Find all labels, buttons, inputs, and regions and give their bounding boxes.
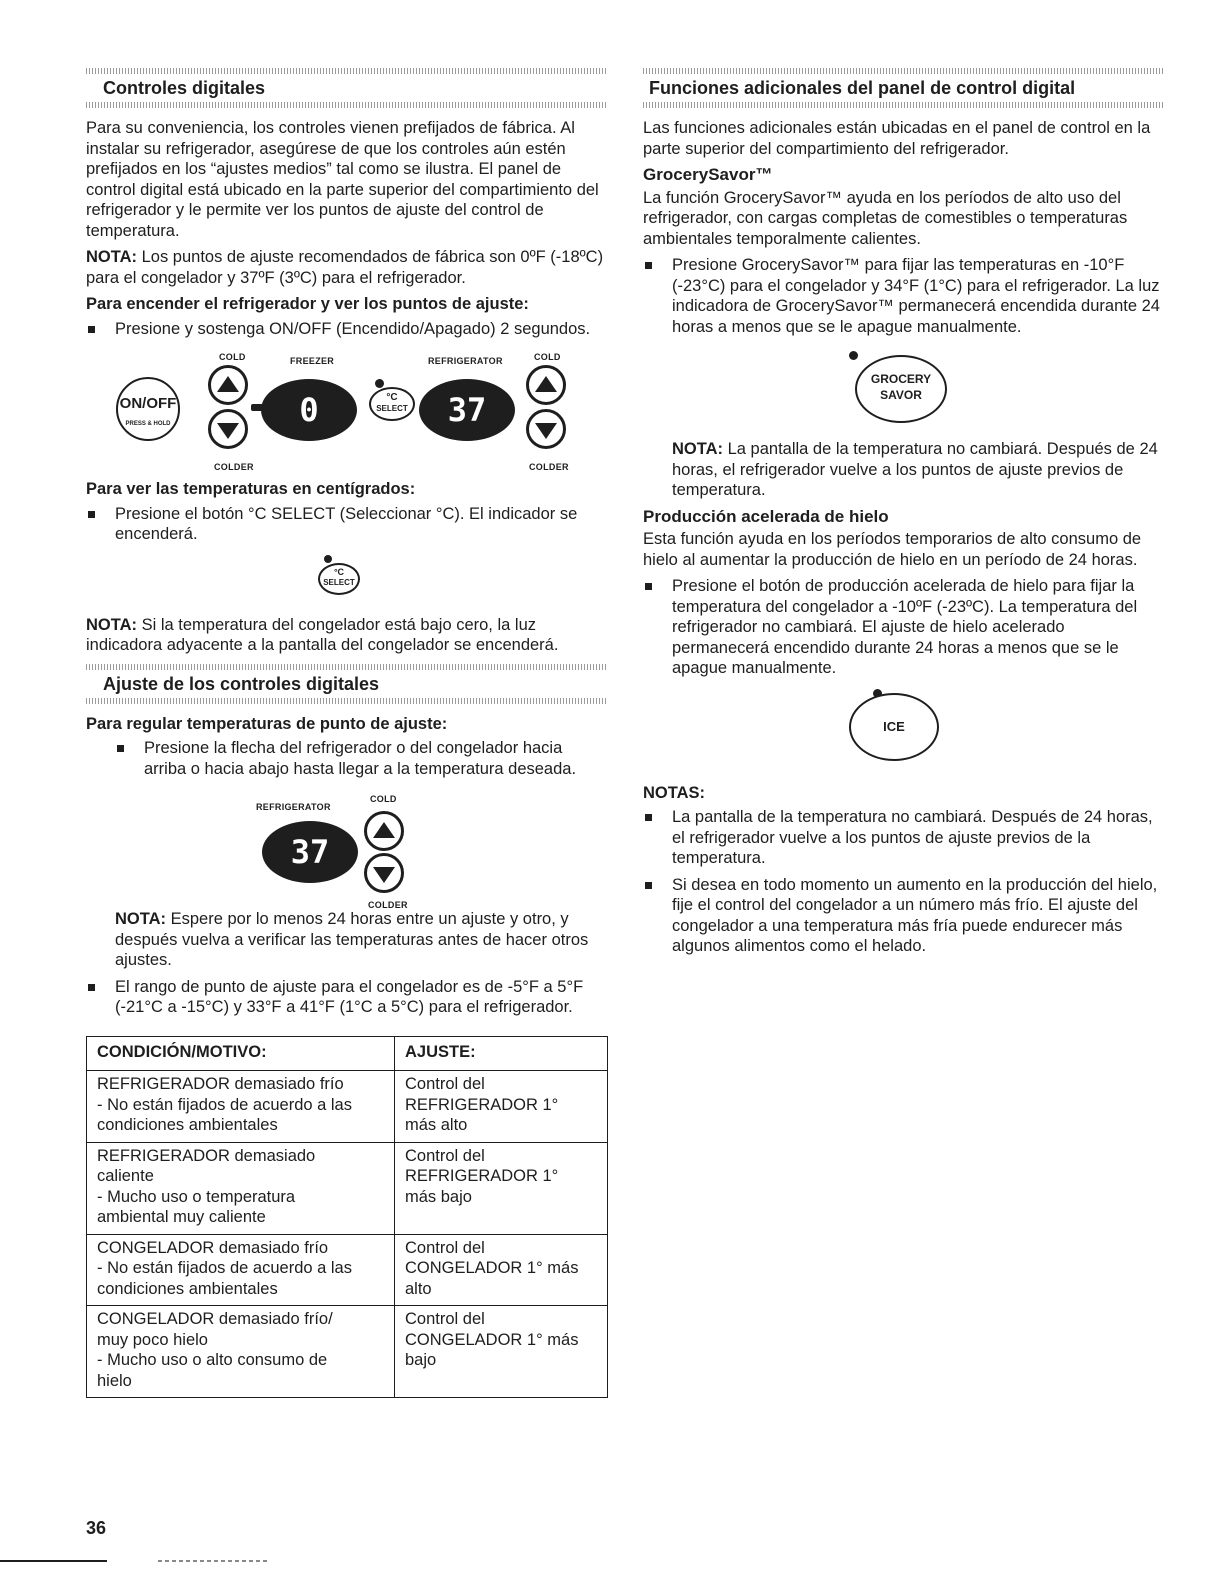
bullet-adjust: Presione la flecha del refrigerador o del congelador hacia arriba o hacia abajo hasta llegar a la temperatura deseada. bbox=[115, 738, 608, 779]
subheading-adjust: Para regular temperaturas de punto de ajuste: bbox=[86, 714, 448, 733]
section-header-ajuste bbox=[86, 664, 608, 704]
table-cell-condition: CONGELADOR demasiado frío - No están fijados de acuerdo a las condiciones ambientales bbox=[87, 1234, 395, 1306]
bullet-celsius: Presione el botón °C SELECT (Seleccionar °C). El indicador se encenderá. bbox=[86, 504, 608, 545]
note-paragraph bbox=[86, 247, 608, 288]
ice-button-label: ICE bbox=[883, 718, 905, 734]
notes-bullet-2: Si desea en todo momento un aumento en la producción del hielo, fije el control del congelador a un número más frío. El ajuste del congelador a una temperatura más fría puede endurecer más algunos alimentos como el helado. bbox=[643, 875, 1163, 957]
table-cell-condition: REFRIGERADOR demasiado frío - No están fijados de acuerdo a las condiciones ambientales bbox=[87, 1071, 395, 1143]
footer-dash-rule bbox=[158, 1560, 270, 1562]
grocerysavor-bullet: Presione GrocerySavor™ para fijar las temperaturas en -10°F (-23°C) para el congelador y 34°F (1°C) para el refrigerador. La luz indicadora de GrocerySavor™ permanecerá encendida durante 24 horas a menos que se le apague manualmente. bbox=[643, 255, 1163, 337]
adjust-indented-block bbox=[86, 738, 608, 779]
ice-button-figure bbox=[643, 685, 1163, 771]
freezer-temperature-display bbox=[261, 379, 357, 441]
note2-text: Si la temperatura del congelador está bajo cero, la luz indicadora adyacente a la pantalla del congelador se encenderá. bbox=[86, 615, 559, 654]
note3-label: NOTA: bbox=[115, 910, 167, 928]
celsius-select-button[interactable] bbox=[369, 387, 415, 421]
footer-rule bbox=[0, 1560, 107, 1562]
celsius-symbol: °C bbox=[386, 392, 398, 403]
table-cell-adjust: Control del REFRIGERADOR 1° más bajo bbox=[395, 1142, 608, 1234]
ice-text: Esta función ayuda en los períodos temporarios de alto consumo de hielo al aumentar la producción de hielo en un período de 24 horas. bbox=[643, 530, 1142, 569]
celsius-indicator-light bbox=[375, 379, 384, 388]
celsius-indicator-light-small bbox=[324, 555, 332, 563]
celsius-select-button-small[interactable] bbox=[318, 563, 360, 595]
ice-heading: Producción acelerada de hielo bbox=[643, 506, 889, 526]
table-cell-adjust: Control del REFRIGERADOR 1° más alto bbox=[395, 1071, 608, 1143]
celsius-button-figure bbox=[86, 551, 608, 609]
table-header-row bbox=[87, 1036, 608, 1071]
table-cell-adjust: Control del CONGELADOR 1° más bajo bbox=[395, 1306, 608, 1398]
ice-bullet: Presione el botón de producción acelerada de hielo para fijar la temperatura del congelador a -10ºF (-23ºC). La temperatura del refrigerador no cambiará. El ajuste de hielo acelerado permanecerá encendido durante 24 horas a menos que se le apague manualmente. bbox=[643, 576, 1163, 679]
table-header-adjust: AJUSTE: bbox=[395, 1036, 608, 1071]
table-row bbox=[87, 1234, 608, 1306]
ice-button[interactable] bbox=[849, 693, 939, 761]
freezer-display-value: 0 bbox=[299, 391, 319, 429]
notes-bullet-1: La pantalla de la temperatura no cambiará. Después de 24 horas, el refrigerador vuelve a los puntos de ajuste previos de la temperatura. bbox=[643, 807, 1163, 869]
on-off-label: ON/OFF bbox=[119, 395, 177, 412]
grocerysavor-button-figure bbox=[643, 343, 1163, 433]
subheading-turn-on: Para encender el refrigerador y ver los puntos de ajuste: bbox=[86, 295, 529, 313]
fig-refrigerator-display bbox=[262, 821, 358, 883]
notes-heading: NOTAS: bbox=[643, 783, 706, 802]
functions-intro: Las funciones adicionales están ubicadas en el panel de control en la parte superior del compartimiento del refrigerador. bbox=[643, 119, 1151, 158]
cold-label-fridge: COLD bbox=[534, 352, 561, 362]
table-cell-adjust: Control del CONGELADOR 1° más alto bbox=[395, 1234, 608, 1306]
control-panel-figure bbox=[86, 345, 608, 473]
grocerysavor-button-line1: GROCERY bbox=[870, 372, 932, 386]
grocerysavor-button-line2: SAVOR bbox=[880, 388, 922, 402]
freezer-down-arrow-button[interactable] bbox=[208, 409, 248, 449]
note-freezer-below-zero bbox=[86, 615, 608, 656]
freezer-label: FREEZER bbox=[290, 356, 335, 366]
grocerysavor-note bbox=[643, 439, 1163, 501]
right-column bbox=[643, 68, 1163, 963]
fig-display-value: 37 bbox=[290, 833, 330, 871]
note-text: Los puntos de ajuste recomendados de fábrica son 0ºF (-18ºC) para el congelador y 37ºF (3ºC) para el refrigerador. bbox=[86, 248, 604, 287]
grocerysavor-heading: GrocerySavor™ bbox=[643, 165, 773, 184]
table-cell-condition: REFRIGERADOR demasiado caliente - Mucho uso o temperatura ambiental muy caliente bbox=[87, 1142, 395, 1234]
press-hold-label: PRESS & HOLD bbox=[125, 421, 171, 427]
fig-colder-label: COLDER bbox=[368, 900, 408, 910]
left-column bbox=[86, 68, 608, 1398]
bullet-turn-on: Presione y sostenga ON/OFF (Encendido/Apagado) 2 segundos. bbox=[86, 319, 608, 340]
note2-label: NOTA: bbox=[86, 615, 138, 634]
select-label-small: SELECT bbox=[323, 577, 355, 587]
refrigerator-control-figure bbox=[86, 785, 608, 910]
colder-label-fridge: COLDER bbox=[529, 462, 569, 472]
note3-text: Espere por lo menos 24 horas entre un ajuste y otro, y después vuelva a verificar las temperaturas antes de hacer otros ajustes. bbox=[115, 910, 589, 969]
refrigerator-display-value: 37 bbox=[447, 391, 487, 429]
fig-refrigerator-label: REFRIGERATOR bbox=[256, 802, 331, 812]
table-row bbox=[87, 1071, 608, 1143]
gs-note-label: NOTA: bbox=[672, 440, 724, 458]
fig-down-arrow-button[interactable] bbox=[364, 853, 404, 893]
select-label: SELECT bbox=[376, 404, 408, 413]
grocerysavor-indicator-light bbox=[849, 351, 858, 360]
section-title-funciones: Funciones adicionales del panel de control digital bbox=[649, 78, 1076, 98]
intro-paragraph: Para su conveniencia, los controles vienen prefijados de fábrica. Al instalar su refrigerador, asegúrese de que los controles aún estén prefijados en los “ajustes medios” tal como se ilustra. El panel de control digital está ubicado en la parte superior del compartimiento del refrigerador y le permite ver los puntos de ajuste del control de temperatura. bbox=[86, 119, 599, 240]
grocerysavor-text: La función GrocerySavor™ ayuda en los períodos de alto uso del refrigerador, con cargas completas de comestibles o temperaturas ambientales temporalmente calientes. bbox=[643, 188, 1128, 248]
section-title: Controles digitales bbox=[103, 78, 266, 98]
fig-up-arrow-button[interactable] bbox=[364, 811, 404, 851]
refrigerator-up-arrow-button[interactable] bbox=[526, 365, 566, 405]
colder-label-freezer: COLDER bbox=[214, 462, 254, 472]
section-title-ajuste: Ajuste de los controles digitales bbox=[103, 673, 380, 694]
refrigerator-temperature-display bbox=[419, 379, 515, 441]
page-number: 36 bbox=[86, 1518, 107, 1538]
cold-label-freezer: COLD bbox=[219, 352, 246, 362]
grocerysavor-button[interactable] bbox=[855, 355, 947, 423]
fig-cold-label: COLD bbox=[370, 794, 397, 804]
note-wait-24h bbox=[86, 909, 608, 971]
gs-note-text: La pantalla de la temperatura no cambiará. Después de 24 horas, el refrigerador vuelve a los puntos de ajuste previos de temperatura. bbox=[672, 440, 1158, 499]
subheading-celsius: Para ver las temperaturas en centígrados: bbox=[86, 480, 416, 498]
on-off-button[interactable] bbox=[116, 377, 180, 441]
bullet-range: El rango de punto de ajuste para el congelador es de -5°F a 5°F (-21°C a -15°C) y 33°F a 41°F (1°C a 5°C) para el refrigerador. bbox=[86, 977, 608, 1018]
refrigerator-down-arrow-button[interactable] bbox=[526, 409, 566, 449]
table-row bbox=[87, 1306, 608, 1398]
adjustment-table bbox=[86, 1036, 608, 1399]
table-cell-condition: CONGELADOR demasiado frío/ muy poco hielo - Mucho uso o alto consumo de hielo bbox=[87, 1306, 395, 1398]
refrigerator-label: REFRIGERATOR bbox=[428, 356, 503, 366]
section-header-controles-digitales bbox=[86, 68, 608, 108]
section-header-funciones bbox=[643, 68, 1163, 108]
note-label: NOTA: bbox=[86, 248, 138, 266]
freezer-up-arrow-button[interactable] bbox=[208, 365, 248, 405]
table-header-condition: CONDICIÓN/MOTIVO: bbox=[87, 1036, 395, 1071]
table-row bbox=[87, 1142, 608, 1234]
celsius-symbol-small: °C bbox=[333, 566, 345, 577]
